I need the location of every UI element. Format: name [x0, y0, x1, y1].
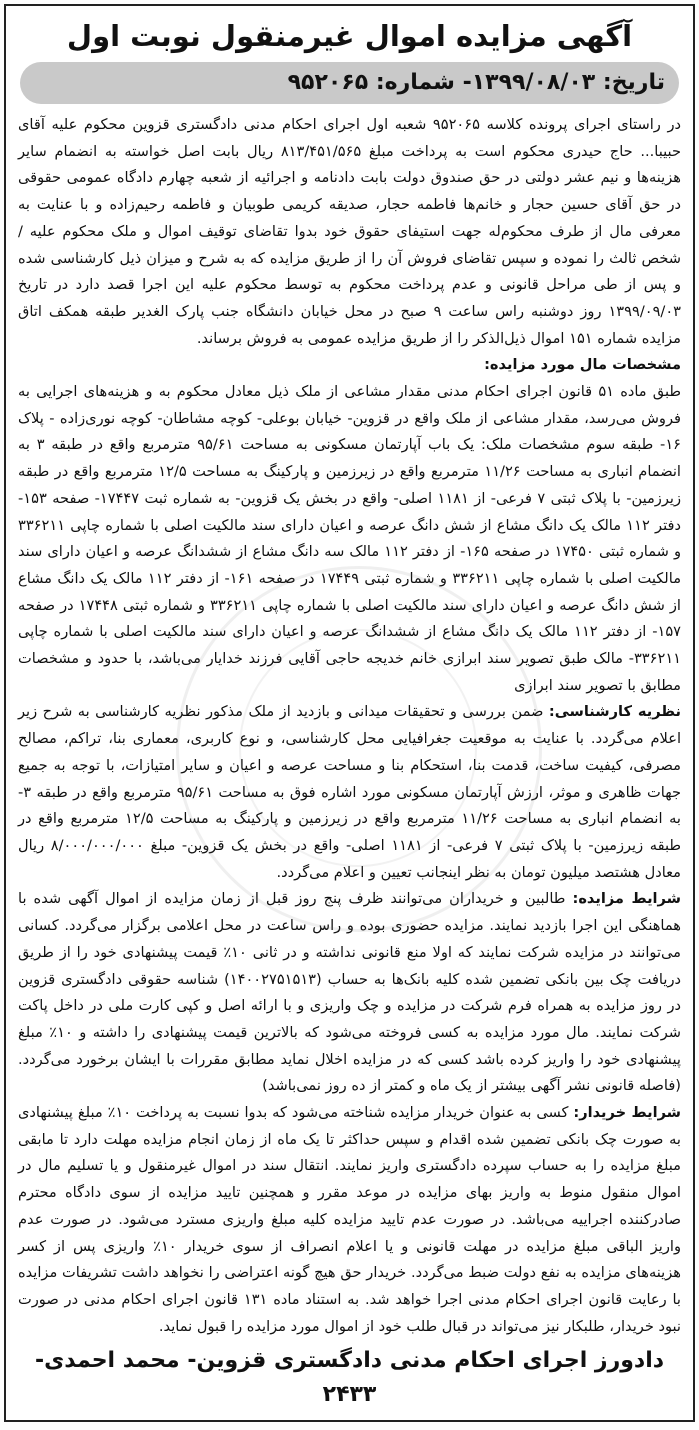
conditions-label: شرایط مزایده: — [572, 890, 681, 908]
conditions-text: طالبین و خریداران می‌توانند ظرف پنج روز قبل از زمان مزایده از اموال آگهی شده با هماهنگی این اجرا بازدید نمایند. مزایده حضوری بوده و راس ساعت در محل اعلامی برگزار می‌گردد. کسانی می‌توانند در مزایده شرکت نمایند که اولا منع قانونی نداشته و در ثانی ۱۰٪ قیمت پیشنهادی خود را از طریق دریافت چک بین بانکی تضمین شده کلیه بانک‌ها به حساب (۱۴۰۰۲۷۵۱۵۱۳) شناسه حقوقی دادگستری قزوین در روز مزایده به همراه فرم شرکت در مزایده و چک واریزی و با ارائه اصل و کپی کارت ملی در داخل پاکت شرکت نمایند. مال مورد مزایده به کسی فروخته می‌شود که بالاترین قیمت پیشنهادی را داشته و ۱۰٪ مبلغ پیشنهادی خود را واریز کرده باشد کسی که در مزایده اخلال نماید مطابق مقررات با ایشان برخورد می‌گردد. (فاصله قانونی نشر آگهی بیشتر از یک ماه و کمتر از ده روز نمی‌باشد) — [18, 890, 681, 1095]
intro-paragraph: در راستای اجرای پرونده کلاسه ۹۵۲۰۶۵ شعبه اول اجرای احکام مدنی دادگستری قزوین محکوم علیه آقای حبیبا... حاج حیدری محکوم است به پرداخت مبلغ ۸۱۳/۴۵۱/۵۶۵ ریال بابت اصل خواسته به انضمام سایر هزینه‌ها و نیم عشر دولتی در حق صندوق دولت بابت دادنامه و اجرائیه از شعبه چهارم دادگاه عمومی حقوقی در حق آقای حسین حجار و خانم‌ها فاطمه حجار، صدیقه کریمی طوبیان و فاطمه رحیم‌زاده و با عنایت به معرفی مال از طرف محکوم‌له جهت استیفای حقوق خود بدوا تقاضای توقیف اموال و ملک محکوم علیه /شخص ثالث را نموده و سپس تقاضای فروش آن را از طریق مزایده که به شرح و میزان ذیل کارشناسی شده و پس از طی مراحل قانونی و عدم پرداخت محکوم به توسط محکوم علیه این اجرا قصد دارد در تاریخ ۱۳۹۹/۰۹/۰۳ روز دوشنبه راس ساعت ۹ صبح در محل خیابان دانشگاه جنب پارک الغدیر طبقه همکف اتاق مزایده شماره ۱۵۱ اموال ذیل‌الذکر را از طریق مزایده عمومی به فروش برساند. — [18, 116, 682, 347]
buyer-paragraph — [18, 1100, 681, 1340]
notice-date-number: تاریخ: ۱۳۹۹/۰۸/۰۳- شماره: ۹۵۲۰۶۵ — [20, 62, 679, 104]
conditions-paragraph — [18, 886, 681, 1100]
signature-line: دادورز اجرای احکام مدنی دادگستری قزوین- محمد احمدی- ۲۴۳۳ — [34, 1348, 665, 1407]
specs-heading: مشخصات مال مورد مزایده: — [484, 356, 681, 374]
expert-paragraph — [18, 699, 681, 886]
expert-label: نظریه کارشناسی: — [548, 703, 681, 721]
specs-paragraph: طبق ماده ۵۱ قانون اجرای احکام مدنی مقدار مشاعی از ملک ذیل معادل محکوم به و هزینه‌های اجرایی به فروش می‌رسد، مقدار مشاعی از ملک واقع در قزوین- خیابان بوعلی- کوچه مشاطان- کوچه نوری‌زاده - پلاک ۱۶- طبقه سوم مشخصات ملک: یک باب آپارتمان مسکونی به مساحت ۹۵/۶۱ مترمربع واقع در طبقه ۳ به انضمام انباری به مساحت ۱۱/۲۶ مترمربع واقع در زیرزمین و پارکینگ به مساحت ۱۲/۵ مترمربع واقع در طبقه زیرزمین- با پلاک ثبتی ۷ فرعی- از ۱۱۸۱ اصلی- واقع در بخش یک قزوین- به شماره ثبت ۱۷۴۴۷- صفحه ۱۵۳- دفتر ۱۱۲ مالک یک دانگ مشاع از شش دانگ عرصه و اعیان دارای سند مالکیت اصلی با شماره چاپی ۳۳۶۲۱۱ و شماره ثبتی ۱۷۴۵۰ در صفحه ۱۶۵- از دفتر ۱۱۲ مالک سه دانگ مشاع از ششدانگ عرصه و اعیان دارای سند مالکیت اصلی با شماره چاپی ۳۳۶۲۱۱ و شماره ثبتی ۱۷۴۴۹ در صفحه ۱۶۱- از دفتر ۱۱۲ مالک یک دانگ مشاع از شش دانگ عرصه و اعیان دارای سند مالکیت اصلی با شماره چاپی ۳۳۶۲۱۱ و شماره ثبتی ۱۷۴۴۸ در صفحه ۱۵۷- از دفتر ۱۱۲ مالک یک دانگ مشاع از ششدانگ عرصه و اعیان دارای سند مالکیت اصلی با شماره چاپی ۳۳۶۲۱۱- مالک طبق تصویر سند ابرازی خانم خدیجه حاجی آقایی فرزند خدایار می‌باشد، با حدود و مشخصات مطابق با تصویر سند ابرازی — [18, 383, 682, 694]
expert-text: ضمن بررسی و تحقیقات میدانی و بازدید از ملک مذکور نظریه کارشناسی به شرح زیر اعلام می‌گردد. با عنایت به موقعیت جغرافیایی محل کارشناسی، و نوع کاربری، معماری بنا، تراکم، مصالح مصرفی، کیفیت ساخت، قدمت بنا، استحکام بنا و مساحت عرصه و اعیان و سایر امتیازات، با توجه به جمیع جهات ظاهری و موثر، ارزش آپارتمان مسکونی مورد اشاره فوق به مساحت ۹۵/۶۱ مترمربع واقع در طبقه ۳- به انضمام انباری به مساحت ۱۱/۲۶ مترمربع واقع در زیرزمین و پارکینگ به مساحت ۱۲/۵ مترمربع واقع در طبقه زیرزمین- با پلاک ثبتی ۷ فرعی- از ۱۱۸۱ اصلی- واقع در بخش یک قزوین- مبلغ ۸/۰۰۰/۰۰۰/۰۰۰ ریال معادل هشتصد میلیون تومان به نظر اینجانب تعیین و اعلام می‌گردد. — [18, 703, 681, 881]
notice-body — [6, 112, 693, 1340]
auction-notice — [4, 4, 695, 1422]
buyer-text: کسی به عنوان خریدار مزایده شناخته می‌شود که بدوا نسبت به پرداخت ۱۰٪ مبلغ پیشنهادی به صورت چک بانکی تضمین شده اقدام و سپس حداکثر تا یک ماه از زمان انجام مزایده مهلت دارد تا مابقی مبلغ مزایده را به حساب سپرده دادگستری واریز نمایند. انتقال سند در اموال غیرمنقول و یا تسلیم مال در اموال منقول منوط به واریز بهای مزایده در موعد مقرر و همچنین تایید مزایده از سوی دادگاه محترم صادرکننده اجراییه می‌باشد. در صورت عدم تایید مزایده کلیه مبلغ واریزی مسترد می‌شود. در صورت عدم واریز الباقی مبلغ مزایده در مهلت قانونی و یا اعلام انصراف از سوی خریدار ۱۰٪ واریزی پس از کسر هزینه‌های مزایده به نفع دولت ضبط می‌گردد. خریدار حق هیچ گونه اعتراضی را نخواهد داشت تشریفات مزایده با رعایت قانون اجرای احکام مدنی اجرا خواهد شد. به استناد ماده ۱۳۱ قانون اجرای احکام مدنی در صورت نبود خریدار، طلبکار نیز می‌تواند در قبال طلب خود از اموال مورد مزایده را قبول نماید. — [18, 1104, 681, 1335]
notice-title: آگهی مزایده اموال غیرمنقول نوبت اول — [66, 19, 633, 53]
buyer-label: شرایط خریدار: — [573, 1104, 682, 1122]
